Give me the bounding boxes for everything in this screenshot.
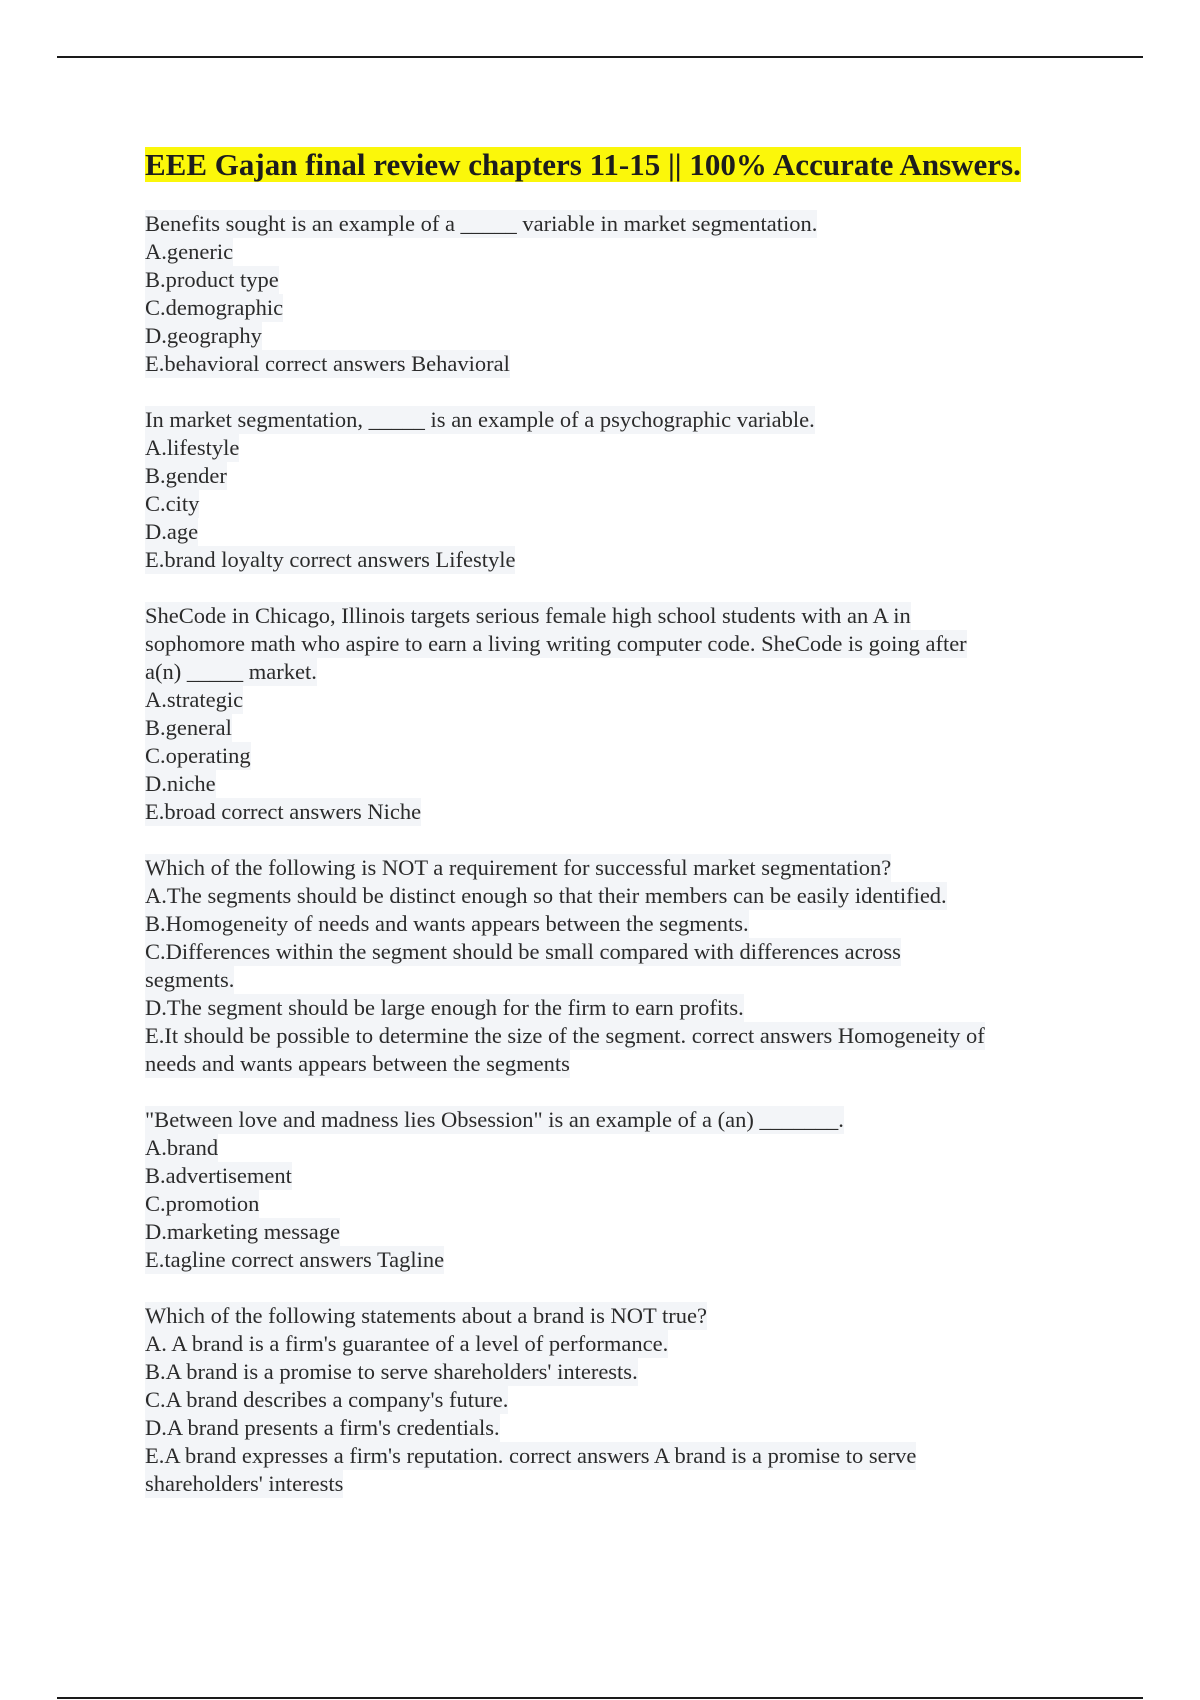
option-line: C.city xyxy=(145,491,200,516)
bottom-rule xyxy=(57,1697,1143,1699)
answer-line: E.It should be possible to determine the size of the segment. correct answers Homogeneity of xyxy=(145,1023,985,1048)
question-line: sophomore math who aspire to earn a living writing computer code. SheCode is going after xyxy=(145,631,967,656)
question-block xyxy=(145,406,1065,574)
question-line: Benefits sought is an example of a _____ variable in market segmentation. xyxy=(145,211,818,236)
option-line: D.geography xyxy=(145,323,262,348)
option-line: D.age xyxy=(145,519,199,544)
option-line: A.brand xyxy=(145,1135,219,1160)
option-line: A.lifestyle xyxy=(145,435,240,460)
option-line: D.niche xyxy=(145,771,216,796)
answer-line: E.tagline correct answers Tagline xyxy=(145,1247,445,1272)
question-line: Which of the following is NOT a requirement for successful market segmentation? xyxy=(145,855,892,880)
question-line: a(n) _____ market. xyxy=(145,659,317,684)
document-body xyxy=(145,146,1065,1526)
option-line: B.general xyxy=(145,715,232,740)
option-line: A.The segments should be distinct enough so that their members can be easily identified. xyxy=(145,883,947,908)
option-line: C.demographic xyxy=(145,295,284,320)
question-line: Which of the following statements about a brand is NOT true? xyxy=(145,1303,707,1328)
question-block xyxy=(145,1302,1065,1498)
question-block xyxy=(145,602,1065,826)
option-line: B.gender xyxy=(145,463,227,488)
answer-line: E.brand loyalty correct answers Lifestyle xyxy=(145,547,516,572)
option-line: B.A brand is a promise to serve shareholders' interests. xyxy=(145,1359,638,1384)
option-line: B.advertisement xyxy=(145,1163,292,1188)
option-line: D.The segment should be large enough for the firm to earn profits. xyxy=(145,995,744,1020)
option-line: D.A brand presents a firm's credentials. xyxy=(145,1415,500,1440)
answer-line: E.broad correct answers Niche xyxy=(145,799,422,824)
option-line: C.A brand describes a company's future. xyxy=(145,1387,509,1412)
option-line: segments. xyxy=(145,967,235,992)
option-line: C.operating xyxy=(145,743,251,768)
document-title xyxy=(145,146,1065,183)
answer-line: shareholders' interests xyxy=(145,1471,344,1496)
top-rule xyxy=(57,56,1143,58)
answer-line: needs and wants appears between the segments xyxy=(145,1051,570,1076)
option-line: A.strategic xyxy=(145,687,244,712)
option-line: C.promotion xyxy=(145,1191,260,1216)
question-line: "Between love and madness lies Obsession" is an example of a (an) _______. xyxy=(145,1107,844,1132)
answer-line: E.behavioral correct answers Behavioral xyxy=(145,351,510,376)
question-line: SheCode in Chicago, Illinois targets serious female high school students with an A in xyxy=(145,603,911,628)
option-line: D.marketing message xyxy=(145,1219,340,1244)
option-line: B.product type xyxy=(145,267,279,292)
option-line: A.generic xyxy=(145,239,234,264)
option-line: A. A brand is a firm's guarantee of a level of performance. xyxy=(145,1331,669,1356)
option-line: C.Differences within the segment should be small compared with differences across xyxy=(145,939,901,964)
question-block xyxy=(145,854,1065,1078)
highlighted-title-text: EEE Gajan final review chapters 11-15 || 100% Accurate Answers. xyxy=(145,147,1021,182)
question-line: In market segmentation, _____ is an example of a psychographic variable. xyxy=(145,407,815,432)
option-line: B.Homogeneity of needs and wants appears between the segments. xyxy=(145,911,749,936)
question-block xyxy=(145,1106,1065,1274)
answer-line: E.A brand expresses a firm's reputation. correct answers A brand is a promise to serve xyxy=(145,1443,917,1468)
question-block xyxy=(145,210,1065,378)
